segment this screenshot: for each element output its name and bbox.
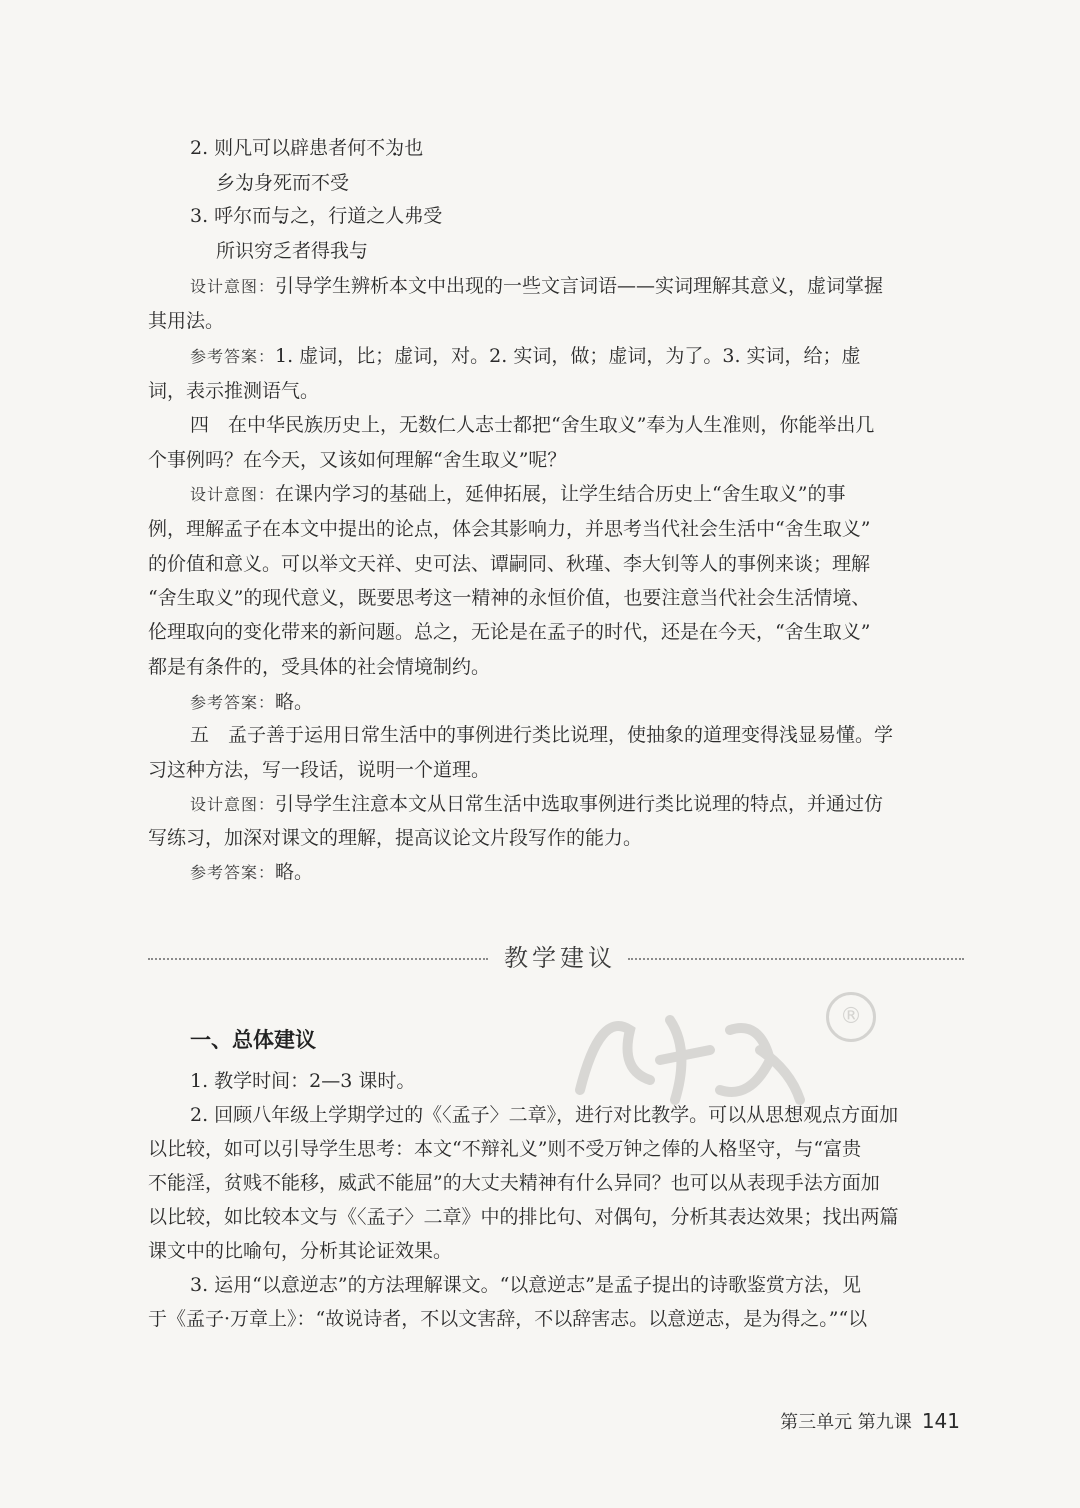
suggestion-1: 1. 教学时间：2—3 课时。	[190, 1070, 416, 1092]
text-span: 之，行道之人弗受	[290, 205, 443, 227]
subheading-overall-suggestions: 一、总体建议	[190, 1028, 316, 1052]
emphasis-char: 与	[349, 240, 369, 262]
reference-answer-label: 参考答案：	[190, 863, 276, 882]
section-divider-right	[628, 958, 964, 960]
text-span: 略。	[275, 691, 314, 713]
registered-mark-icon: ®	[826, 992, 876, 1042]
text-span: 3. 呼尔而	[190, 205, 272, 227]
exercise-item-2-line2	[216, 166, 1032, 200]
design-intent-q4-line2: 例，理解孟子在本文中提出的论点，体会其影响力，并思考当代社会生活中“舍生取义”	[148, 518, 871, 540]
emphasis-char: 为	[235, 172, 255, 194]
design-intent-q5-cont: 写练习，加深对课文的理解，提高议论文片段写作的能力。	[148, 827, 643, 849]
question-5-cont: 习这种方法，写一段话，说明一个道理。	[148, 759, 491, 781]
emphasis-char: 为	[385, 137, 405, 159]
design-intent-q4-line5: 伦理取向的变化带来的新问题。总之，无论是在孟子的时代，还是在今天，“舍生取义”	[148, 621, 871, 643]
reference-answer-q3	[190, 339, 1006, 374]
unit-lesson-label: 第三单元 第九课	[780, 1412, 912, 1433]
text-span: 引导学生注意本文从日常生活中选取事例进行类比说理的特点，并通过仿	[275, 793, 884, 815]
question-4: 四 在中华民族历史上，无数仁人志士都把“舍生取义”奉为人生准则，你能举出几	[190, 414, 875, 436]
page-number: 141	[921, 1409, 960, 1433]
page-footer	[780, 1408, 960, 1434]
design-intent-label: 设计意图：	[190, 277, 276, 296]
reference-answer-q4	[190, 685, 1006, 720]
suggestion-2-line2: 以比较，如可以引导学生思考：本文“不辩礼义”则不受万钟之俸的人格坚守，与“富贵	[148, 1138, 862, 1160]
text-span: 身死而不受	[254, 172, 350, 194]
design-intent-q3-cont: 其用法。	[148, 310, 225, 332]
text-span: 在课内学习的基础上，延伸拓展，让学生结合历史上“舍生取义”的事	[275, 483, 846, 505]
reference-answer-q5	[190, 855, 1006, 890]
exercise-item-3	[190, 199, 1006, 233]
text-span: 也	[404, 137, 424, 159]
exercise-item-3-line2	[216, 234, 1032, 268]
design-intent-q4-line3: 的价值和意义。可以举文天祥、史可法、谭嗣同、秋瑾、李大钊等人的事例来谈；理解	[148, 553, 871, 575]
emphasis-char: 与	[271, 205, 291, 227]
suggestion-2-line4: 以比较，如比较本文与《〈孟子〉二章》中的排比句、对偶句，分析其表达效果；找出两篇	[148, 1206, 899, 1228]
question-5: 五 孟子善于运用日常生活中的事例进行类比说理，使抽象的道理变得浅显易懂。学	[190, 724, 894, 746]
design-intent-q4-line4: “舍生取义”的现代意义，既要思考这一精神的永恒价值，也要注意当代社会生活情境、	[148, 587, 871, 609]
reference-answer-q3-cont: 词，表示推测语气。	[148, 380, 320, 402]
exercise-item-2	[190, 131, 1006, 165]
question-4-cont: 个事例吗？在今天，又该如何理解“舍生取义”呢？	[148, 449, 567, 471]
suggestion-3: 3. 运用“以意逆志”的方法理解课文。“以意逆志”是孟子提出的诗歌鉴赏方法，见	[190, 1274, 862, 1296]
design-intent-q4-line6: 都是有条件的，受具体的社会情境制约。	[148, 656, 491, 678]
design-intent-q5	[190, 787, 1006, 822]
text-span: 所识穷乏者得我	[216, 240, 350, 262]
design-intent-label: 设计意图：	[190, 795, 276, 814]
suggestion-2: 2. 回顾八年级上学期学过的《〈孟子〉二章》，进行对比教学。可以从思想观点方面加	[190, 1104, 899, 1126]
text-span: 略。	[275, 861, 314, 883]
section-title: 教学建议	[504, 944, 616, 972]
reference-answer-label: 参考答案：	[190, 693, 276, 712]
section-divider-left	[148, 958, 488, 960]
design-intent-q3	[190, 269, 1006, 304]
text-span: 2. 则凡可以辟患者何不	[190, 137, 386, 159]
suggestion-2-line3: 不能淫，贫贱不能移，威武不能屈”的大丈夫精神有什么异同？也可以从表现手法方面加	[148, 1172, 880, 1194]
suggestion-2-line5: 课文中的比喻句，分析其论证效果。	[148, 1240, 453, 1262]
reference-answer-label: 参考答案：	[190, 347, 276, 366]
suggestion-3-line2: 于《孟子·万章上》：“故说诗者，不以文害辞，不以辞害志。以意逆志，是为得之。”“以	[148, 1308, 868, 1330]
design-intent-label: 设计意图：	[190, 485, 276, 504]
text-span: 乡	[216, 172, 236, 194]
design-intent-q4	[190, 477, 1006, 512]
text-span: 引导学生辨析本文中出现的一些文言词语——实词理解其意义，虚词掌握	[275, 275, 884, 297]
text-span: 1. 虚词，比；虚词，对。2. 实词，做；虚词，为了。3. 实词，给；虚	[275, 345, 861, 367]
